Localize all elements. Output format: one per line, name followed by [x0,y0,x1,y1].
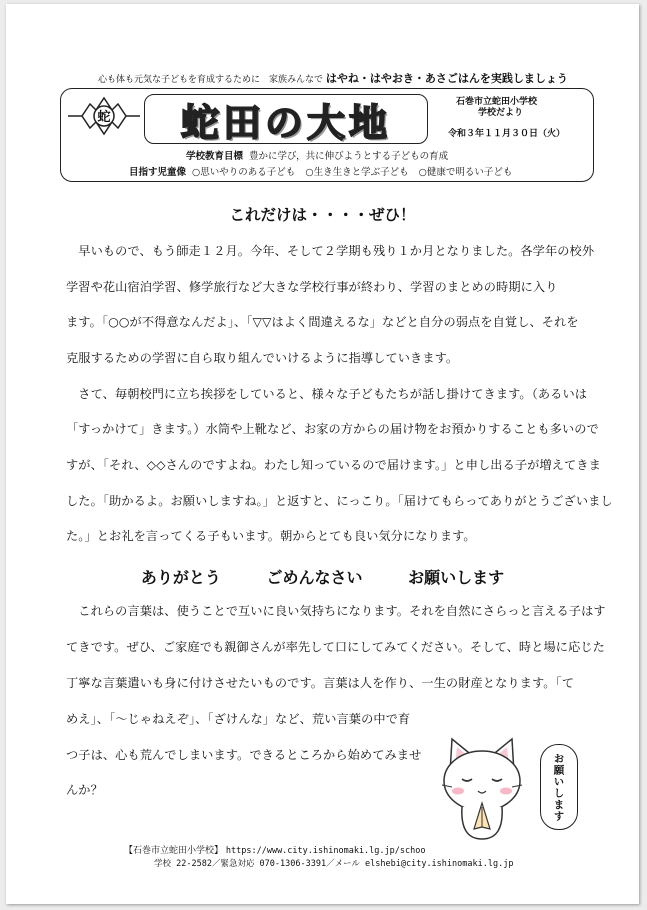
paragraph-line: んか？ [66,783,103,797]
ideal-label: 目指す児童像 [129,167,187,178]
ideal-item: ○健康で明るい子ども [418,167,513,178]
newsletter-name: 学校だより [478,108,524,118]
paragraph-line: 丁寧な言葉遣いも身に付けさせたいものです。言葉は人を作り、一生の財産となります。「て [66,676,575,690]
ideal-item: ○生き生きと学ぶ子ども [305,167,409,178]
paragraph-line: 早いもので、もう師走１２月。今年、そして２学期も残り１か月となりました。各学年の校外 [66,244,595,258]
key-phrases [6,565,639,588]
ideal-item: ○思いやりのある子ども [192,167,296,178]
paragraph-line: これらの言葉は、使うことで互いに良い気持ちになります。それを自然にさらっと言える子はす [66,604,606,618]
school-emblem-icon [68,94,140,138]
paragraph-line: さて、毎朝校門に立ち挨拶をしていると、様々な子どもたちが話し掛けてきます。（あるいは [66,387,588,401]
paragraph-line: 学習や花山宿泊学習、修学旅行など大きな学校行事が終わり、学習のまとめの時期に入り [66,280,558,294]
motto [98,70,568,86]
paragraph-line: めえ」、「～じゃねえぞ」、「ざけんな」など、荒い言葉の中で育 [66,712,411,726]
paragraph-line: 「すっかけて」きます。）水筒や上靴など、お家の方からの届け物をお預かりすることも多いので [66,422,599,436]
motto-prefix: 心も体も元気な子どもを育成するために 家族みんなで [98,75,324,85]
key-phrase: お願いします [408,568,505,587]
school-goal [186,148,448,162]
paragraph-line: てきです。ぜひ、ご家庭でも親御さんが率先して口にしてみてください。そして、時と場に応じた [66,640,605,654]
goal-label: 学校教育目標 [186,151,244,162]
motto-bold: はやね・はやおき・あさごはんを実践しましょう [325,72,568,85]
footer-school [124,843,425,856]
goal-text: 豊かに学び，共に伸びようとする子どもの育成 [249,151,449,162]
paragraph-line: ます。「○○が不得意なんだよ」、「▽▽はよく間違えるな」などと自分の弱点を自覚し、それを [66,315,579,329]
school-name: 石巻市立蛇田小学校 [456,97,538,107]
key-phrase: ごめんなさい [266,568,363,587]
paragraph-line: すが、「それ、◇◇さんのですよね。わたし知っているので届けます。」と申し出る子が増えてきま [66,458,601,472]
footer-url[interactable]: https://www.city.ishinomaki.lg.jp/schoo [225,846,426,856]
paragraph-line: した。「助かるよ。お願いしますね。」と返すと、にっこり。「届けてもらってありがとうございまし [66,494,613,508]
section-heading: これだけは・・・・ぜひ！ [229,206,416,224]
masthead-title: 蛇田の大地 [180,99,391,145]
issue-date: 令和３年１１月３０日（火） [448,129,566,139]
key-phrase: ありがとう [140,568,221,587]
masthead [144,94,428,144]
paragraph-line: 克服するための学習に自ら取り組んでいけるように指導していきます。 [66,351,459,365]
bubble-text: お願いします [552,752,565,822]
footer-school-label: 【石巻市立蛇田小学校】 [124,846,224,856]
speech-bubble [540,744,578,830]
paragraph-line: つ子は、心も荒んでしまいます。できるところから始めてみませ [66,748,422,762]
ideal-student [129,164,512,178]
footer-contact: 学校 22-2582／緊急対応 070-1306-3391／メール elshebi@city.ishinomaki.lg.jp [154,859,514,869]
newsletter-page [6,4,639,904]
emblem-char: 蛇 [97,110,111,125]
paragraph-line: た。」とお礼を言ってくる子もいます。朝からとても良い気分になります。 [66,529,476,543]
cat-mascot-icon [440,733,524,841]
